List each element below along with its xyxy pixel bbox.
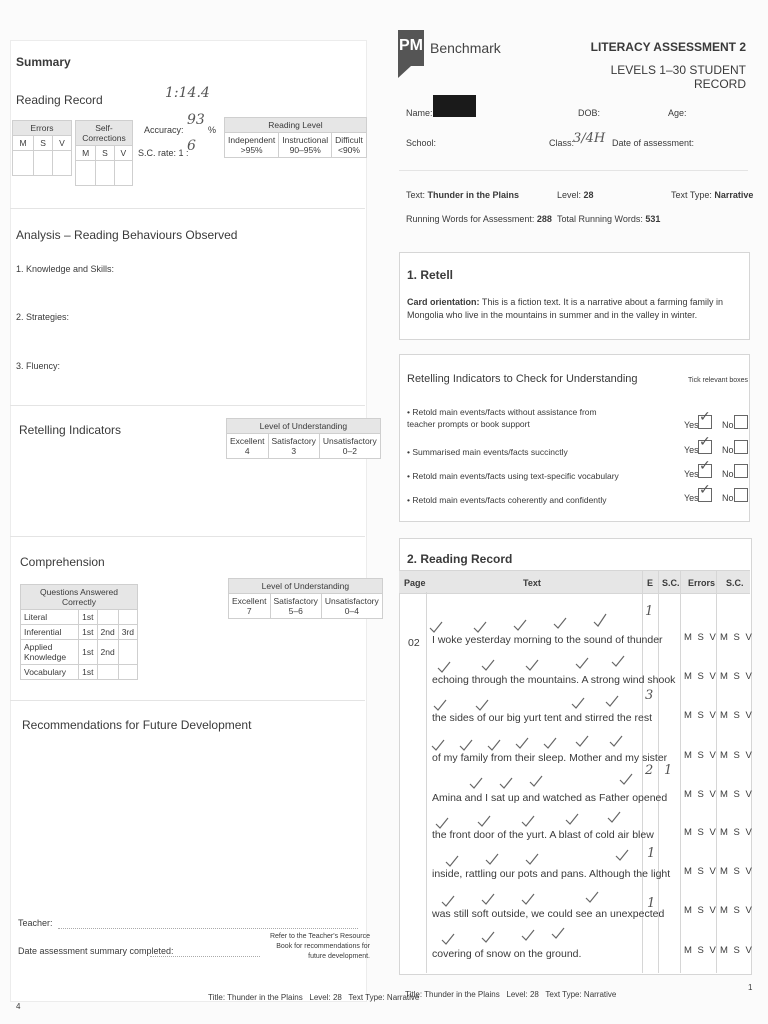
teacher-label: Teacher: [18, 918, 53, 928]
analysis-title: Analysis – Reading Behaviours Observed [16, 228, 238, 242]
sc-msv: M S V [720, 905, 754, 916]
card-orientation [407, 296, 741, 322]
record-line: I woke yesterday morning to the sound of thunder [432, 634, 663, 646]
check-icon: ✓ [699, 409, 711, 425]
recommendations-title: Recommendations for Future Development [22, 718, 252, 732]
questions-header: Questions Answered Correctly [21, 585, 138, 610]
pm-logo-tail [398, 66, 424, 78]
comp-unsatisfactory-range: 0–4 [344, 606, 359, 616]
total-running-words-label: Total Running Words: [557, 214, 643, 224]
errors-m: M [13, 136, 34, 151]
reading-level-header: Reading Level [225, 118, 367, 133]
indicator-item: • Retold main events/facts coherently and confidently [407, 495, 607, 505]
errors-msv: M S V [684, 827, 718, 838]
level-label: Level: [557, 190, 582, 200]
level-field [557, 190, 594, 200]
errors-v: V [53, 136, 72, 151]
col-text: Text [523, 578, 541, 588]
divider [10, 536, 365, 537]
rl-independent: Independent [228, 135, 276, 145]
pm-logo [398, 30, 424, 66]
reading-record-title: 2. Reading Record [407, 552, 513, 566]
no-label: No [722, 445, 734, 455]
q-inferential: Inferential [21, 625, 79, 640]
no-checkbox[interactable] [734, 488, 748, 502]
sc-msv: M S V [720, 632, 754, 643]
errors-msv: M S V [684, 750, 718, 761]
level-value: 28 [583, 190, 594, 200]
name-redaction [433, 95, 476, 117]
record-line: was still soft outside, we could see an unexpected [432, 908, 665, 920]
retell-understanding-table [226, 418, 381, 459]
retell-satisfactory: Satisfactory [271, 436, 316, 446]
comp-excellent: Excellent [232, 596, 267, 606]
sc-rate-value: 6 [187, 138, 196, 154]
sc-v: V [114, 146, 132, 161]
text-field [406, 190, 519, 200]
indicator-text: Summarised main events/facts succinctly [412, 447, 568, 457]
left-page-number: 4 [16, 1002, 21, 1011]
errors-table [12, 120, 72, 176]
col-errors: Errors [688, 578, 716, 588]
indicator-text: Retold main events/facts without assistance from teacher prompts or book support [407, 407, 597, 429]
age-label: Age: [668, 108, 687, 118]
running-words-label: Running Words for Assessment: [406, 214, 535, 224]
sc-msv: M S V [720, 945, 754, 956]
errors-msv: M S V [684, 671, 718, 682]
card-orientation-text: This is a fiction text. It is a narrative about a farming family in Mongolia who live in the mountains in summer and in the valley in winter. [407, 297, 723, 320]
record-line: inside, rattling our pots and pans. Although the light [432, 868, 671, 880]
analysis-item-fluency: 3. Fluency: [16, 361, 61, 371]
q-inferential-3rd: 3rd [118, 625, 137, 640]
right-page-number: 1 [748, 983, 753, 992]
class-value: 3/4H [573, 131, 606, 146]
indicators-title: Retelling Indicators to Check for Understanding [407, 373, 638, 385]
class-label: Class: [549, 138, 575, 148]
reading-record-heading: Reading Record [16, 93, 103, 107]
q-inferential-2nd: 2nd [97, 625, 118, 640]
comp-satisfactory-range: 5–6 [288, 606, 303, 616]
text-type-label: Text Type: [671, 190, 712, 200]
text-type-field [671, 190, 753, 200]
sc-msv: M S V [720, 671, 754, 682]
name-label: Name: [406, 108, 433, 118]
dob-label: DOB: [578, 108, 601, 118]
comp-lou-header: Level of Understanding [229, 579, 383, 594]
percent-sign: % [208, 125, 217, 135]
date-line [150, 956, 260, 957]
yes-label: Yes [684, 445, 699, 455]
sc-header: Self-Corrections [76, 121, 133, 146]
q-literal: Literal [21, 610, 79, 625]
no-label: No [722, 420, 734, 430]
right-footer: Title: Thunder in the Plains Level: 28 Text Type: Narrative [405, 990, 617, 999]
text-label: Text: [406, 190, 426, 200]
refer-note: Refer to the Teacher's Resource Book for recommendations for future development. [269, 933, 370, 960]
sc-msv: M S V [720, 789, 754, 800]
record-line: the front door of the yurt. A blast of cold air blew [432, 829, 654, 841]
school-label: School: [406, 138, 437, 148]
comp-excellent-range: 7 [246, 606, 252, 616]
text-value: Thunder in the Plains [427, 190, 520, 200]
reading-level-table [224, 117, 367, 158]
check-icon: ✓ [699, 434, 711, 450]
summary-title: Summary [16, 55, 71, 69]
rl-independent-range: >95% [240, 145, 263, 155]
brand-name: Benchmark [430, 40, 501, 56]
col-sc: S.C. [662, 578, 680, 588]
retell-unsatisfactory-range: 0–2 [342, 446, 357, 456]
running-words-field [406, 214, 552, 224]
accuracy-value: 93 [187, 112, 205, 128]
date-of-assessment-label: Date of assessment: [612, 138, 695, 148]
q-applied: Applied Knowledge [21, 640, 79, 665]
retell-lou-header: Level of Understanding [227, 419, 381, 434]
rl-difficult: Difficult [335, 135, 363, 145]
q-inferential-1st: 1st [79, 625, 97, 640]
page-number-cell: 02 [408, 637, 420, 649]
indicator-text: Retold main events/facts using text-specific vocabulary [412, 471, 619, 481]
indicator-text: Retold main events/facts coherently and confidently [412, 495, 607, 505]
errors-msv: M S V [684, 866, 718, 877]
q-applied-2nd: 2nd [97, 640, 118, 665]
questions-table [20, 584, 138, 680]
left-page [10, 40, 367, 1002]
divider [10, 405, 365, 406]
retell-unsatisfactory: Unsatisfactory [322, 436, 377, 446]
record-line: the sides of our big yurt tent and stirred the rest [432, 712, 653, 724]
divider [10, 208, 365, 209]
sc-m: M [76, 146, 96, 161]
rl-instructional-range: 90–95% [289, 145, 321, 155]
record-e-value: 2 [645, 763, 654, 778]
assessment-title: LITERACY ASSESSMENT 2 [590, 40, 746, 54]
errors-msv: M S V [684, 945, 718, 956]
record-sc-value: 1 [664, 763, 673, 778]
indicator-item: • Retold main events/facts using text-specific vocabulary [407, 471, 619, 481]
running-words-value: 288 [536, 214, 552, 224]
assessment-subtitle: LEVELS 1–30 STUDENT RECORD [610, 63, 746, 91]
col-divider [680, 570, 681, 973]
indicator-item: • Summarised main events/facts succinctly [407, 447, 568, 457]
analysis-item-knowledge: 1. Knowledge and Skills: [16, 264, 115, 274]
teacher-line [58, 928, 358, 929]
errors-msv: M S V [684, 710, 718, 721]
retell-excellent-range: 4 [244, 446, 250, 456]
record-e-value: 1 [647, 846, 656, 861]
sc-msv: M S V [720, 866, 754, 877]
sc-rate-label: S.C. rate: 1 : [138, 148, 189, 158]
sc-msv: M S V [720, 750, 754, 761]
q-vocabulary-1st: 1st [79, 665, 97, 680]
yes-label: Yes [684, 469, 699, 479]
no-checkbox[interactable] [734, 440, 748, 454]
no-label: No [722, 469, 734, 479]
no-label: No [722, 493, 734, 503]
divider [10, 700, 365, 701]
sc-msv: M S V [720, 827, 754, 838]
col-e: E [647, 578, 654, 588]
sc-msv: M S V [720, 710, 754, 721]
comp-understanding-table [228, 578, 383, 619]
check-icon: ✓ [699, 458, 711, 474]
retell-title: 1. Retell [407, 268, 454, 282]
yes-label: Yes [684, 420, 699, 430]
no-checkbox[interactable] [734, 464, 748, 478]
card-orientation-label: Card orientation: [407, 297, 480, 307]
comprehension-title: Comprehension [20, 555, 105, 569]
left-footer: Title: Thunder in the Plains Level: 28 Text Type: Narrative [208, 993, 420, 1002]
retelling-indicators-title: Retelling Indicators [19, 423, 122, 437]
handwritten-ratio: 1:14.4 [165, 85, 210, 101]
pm-logo-text: PM [399, 37, 423, 54]
total-running-words-value: 531 [645, 214, 661, 224]
errors-msv: M S V [684, 632, 718, 643]
record-e-value: 1 [645, 604, 654, 619]
errors-msv: M S V [684, 905, 718, 916]
total-running-words-field [557, 214, 660, 224]
comp-satisfactory: Satisfactory [273, 596, 318, 606]
record-line: Amina and I sat up and watched as Father opened [432, 792, 668, 804]
record-e-value: 1 [647, 896, 656, 911]
no-checkbox[interactable] [734, 415, 748, 429]
q-literal-1st: 1st [79, 610, 97, 625]
rl-difficult-range: <90% [337, 145, 360, 155]
q-vocabulary: Vocabulary [21, 665, 79, 680]
errors-s: S [34, 136, 53, 151]
col-sc2: S.C. [726, 578, 744, 588]
record-line: covering of snow on the ground. [432, 948, 582, 960]
rl-instructional: Instructional [282, 135, 329, 145]
accuracy-label: Accuracy: [144, 125, 184, 135]
col-page: Page [404, 578, 426, 588]
indicator-item: • Retold main events/facts without assistance from teacher prompts or book support [407, 407, 597, 429]
tick-note: Tick relevant boxes [688, 377, 749, 384]
divider [399, 170, 748, 171]
comp-unsatisfactory: Unsatisfactory [324, 596, 379, 606]
record-line: echoing through the mountains. A strong wind shook [432, 674, 676, 686]
text-type-value: Narrative [714, 190, 754, 200]
yes-label: Yes [684, 493, 699, 503]
retell-excellent: Excellent [230, 436, 265, 446]
errors-header: Errors [13, 121, 72, 136]
check-icon: ✓ [699, 482, 711, 498]
q-applied-1st: 1st [79, 640, 97, 665]
record-e-value: 3 [645, 688, 654, 703]
errors-msv: M S V [684, 789, 718, 800]
self-corrections-table [75, 120, 133, 186]
date-completed-label: Date assessment summary completed: [18, 946, 174, 956]
tick-annotations [426, 592, 642, 973]
analysis-item-strategies: 2. Strategies: [16, 312, 70, 322]
sc-s: S [96, 146, 114, 161]
retell-satisfactory-range: 3 [291, 446, 297, 456]
record-line: of my family from their sleep. Mother and my sister [432, 752, 668, 764]
